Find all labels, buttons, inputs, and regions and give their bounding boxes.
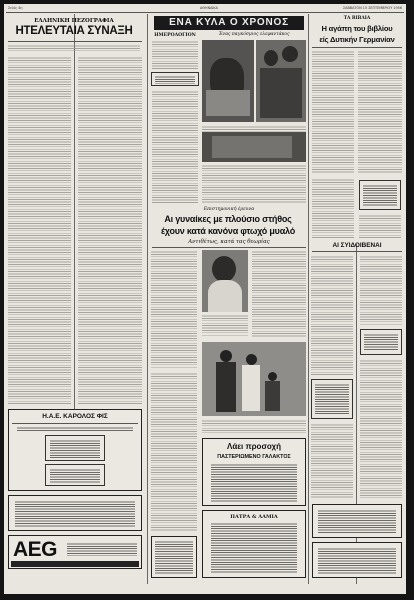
article-text (202, 164, 306, 204)
article-text (312, 178, 354, 238)
article-text (312, 50, 354, 174)
aeg-logo: AEG (13, 538, 58, 561)
left-headline: ΗΤΕΛΕΥΤΑΙΑ ΣΥΝΑΞΗ (15, 25, 133, 37)
article-text (78, 56, 142, 404)
vasilas-ad-title: ΠΑΤΡΑ & ΛΑΜΙΑ (230, 514, 278, 520)
ad-text (211, 463, 297, 503)
science-headline-1: Αι γυναίκες με πλούσιο στήθος (164, 214, 292, 224)
photo-elephant (202, 40, 254, 122)
oikonomou-ad (8, 495, 142, 531)
photo-woman (202, 250, 248, 312)
masthead-rule (6, 12, 404, 13)
notice-box (311, 379, 353, 419)
page-number: Σελίς 4η (8, 6, 23, 10)
photo-caption-text (202, 419, 306, 433)
article-text (360, 255, 402, 325)
ad-text (211, 522, 297, 574)
radio-title: ΗΜΕΡΟΛΟΓΙΟΝ (154, 33, 196, 38)
left-kicker: ΕΛΛΗΝΙΚΗ ΠΕΖΟΓΡΑΦΙΑ (34, 18, 114, 24)
milk-ad-product: ΠΑΣΤΕΡΙΩΜΕΝΟ ΓΑΛΑΚΤΟΣ (217, 454, 291, 460)
karolos-ad-title: Η.Α.Ε. ΚΑΡΟΛΟΣ ΦΙΣ (42, 413, 108, 420)
article-text (359, 214, 401, 238)
ad-box (45, 435, 105, 461)
milk-ad (202, 438, 306, 506)
photo-caption-text (202, 314, 248, 336)
article-text (8, 44, 140, 52)
masthead-date: ΣΑΒΒΑΤΟΝ 15 ΣΕΠΤΕΜΒΡΙΟΥ 1956 (343, 6, 402, 10)
photo-family (256, 40, 306, 122)
article-text (8, 56, 71, 404)
column-rule (147, 14, 148, 584)
books-headline-2: είς Δυτικήν Γερμανίαν (319, 35, 395, 44)
right-ad (312, 542, 402, 578)
aeg-ad (8, 535, 142, 569)
radio-text (152, 40, 198, 70)
ad-text (67, 542, 137, 556)
photo-scene (202, 132, 306, 162)
article-text (311, 423, 353, 499)
aeg-ad-bar (11, 561, 139, 567)
small-ad (151, 536, 197, 578)
newspaper-page (4, 4, 406, 594)
ad-text (17, 426, 133, 432)
science-headline-2: έχουν κατά κανόνα φτωχό μυαλό (160, 226, 296, 236)
article-text (311, 255, 353, 375)
ad-box (45, 464, 105, 486)
article-text (360, 359, 402, 499)
section-heading: ΑΙ ΣΥΙΔΟΙΒΕΝΑΙ (332, 242, 382, 249)
ad-text (155, 540, 193, 574)
article-text (151, 250, 197, 368)
science-kicker: Επιστημονική έρευνα (203, 207, 255, 212)
ad-text (318, 547, 396, 574)
radio-program (152, 90, 198, 204)
masthead-paper: ΑΘΗΝΑΙΚΑ (200, 6, 218, 10)
left-headline-rule (8, 41, 142, 42)
notice-box (360, 329, 402, 355)
photo-people (202, 342, 306, 416)
banner-title: ΕΝΑ ΚΥΛΑ Ο ΧΡΟΝΟΣ (169, 17, 289, 28)
column-rule (74, 14, 75, 434)
radio-box (151, 72, 199, 86)
karolos-ad (8, 409, 142, 491)
vasilas-ad (202, 510, 306, 578)
photo-caption-text (202, 125, 306, 132)
column-rule (308, 14, 309, 584)
article-text (358, 50, 402, 174)
books-headline-1: Η αγάπη του βιβλίου (321, 24, 393, 33)
photo-caption: Ένας παγκόσμιος ελεφαντάκος (218, 32, 290, 37)
notice-box (359, 180, 401, 210)
right-ad (312, 504, 402, 538)
ad-text (15, 500, 135, 528)
milk-ad-title: Λάει προσοχή (226, 442, 282, 451)
books-label: ΤΑ ΒΙΒΛΙΑ (343, 16, 371, 21)
article-text (151, 372, 197, 532)
article-text (252, 250, 306, 338)
ad-text (318, 509, 396, 534)
science-subhead: Αντιθέτως, κατά τας θεωρίας (188, 239, 270, 245)
banner-bar (154, 16, 304, 30)
